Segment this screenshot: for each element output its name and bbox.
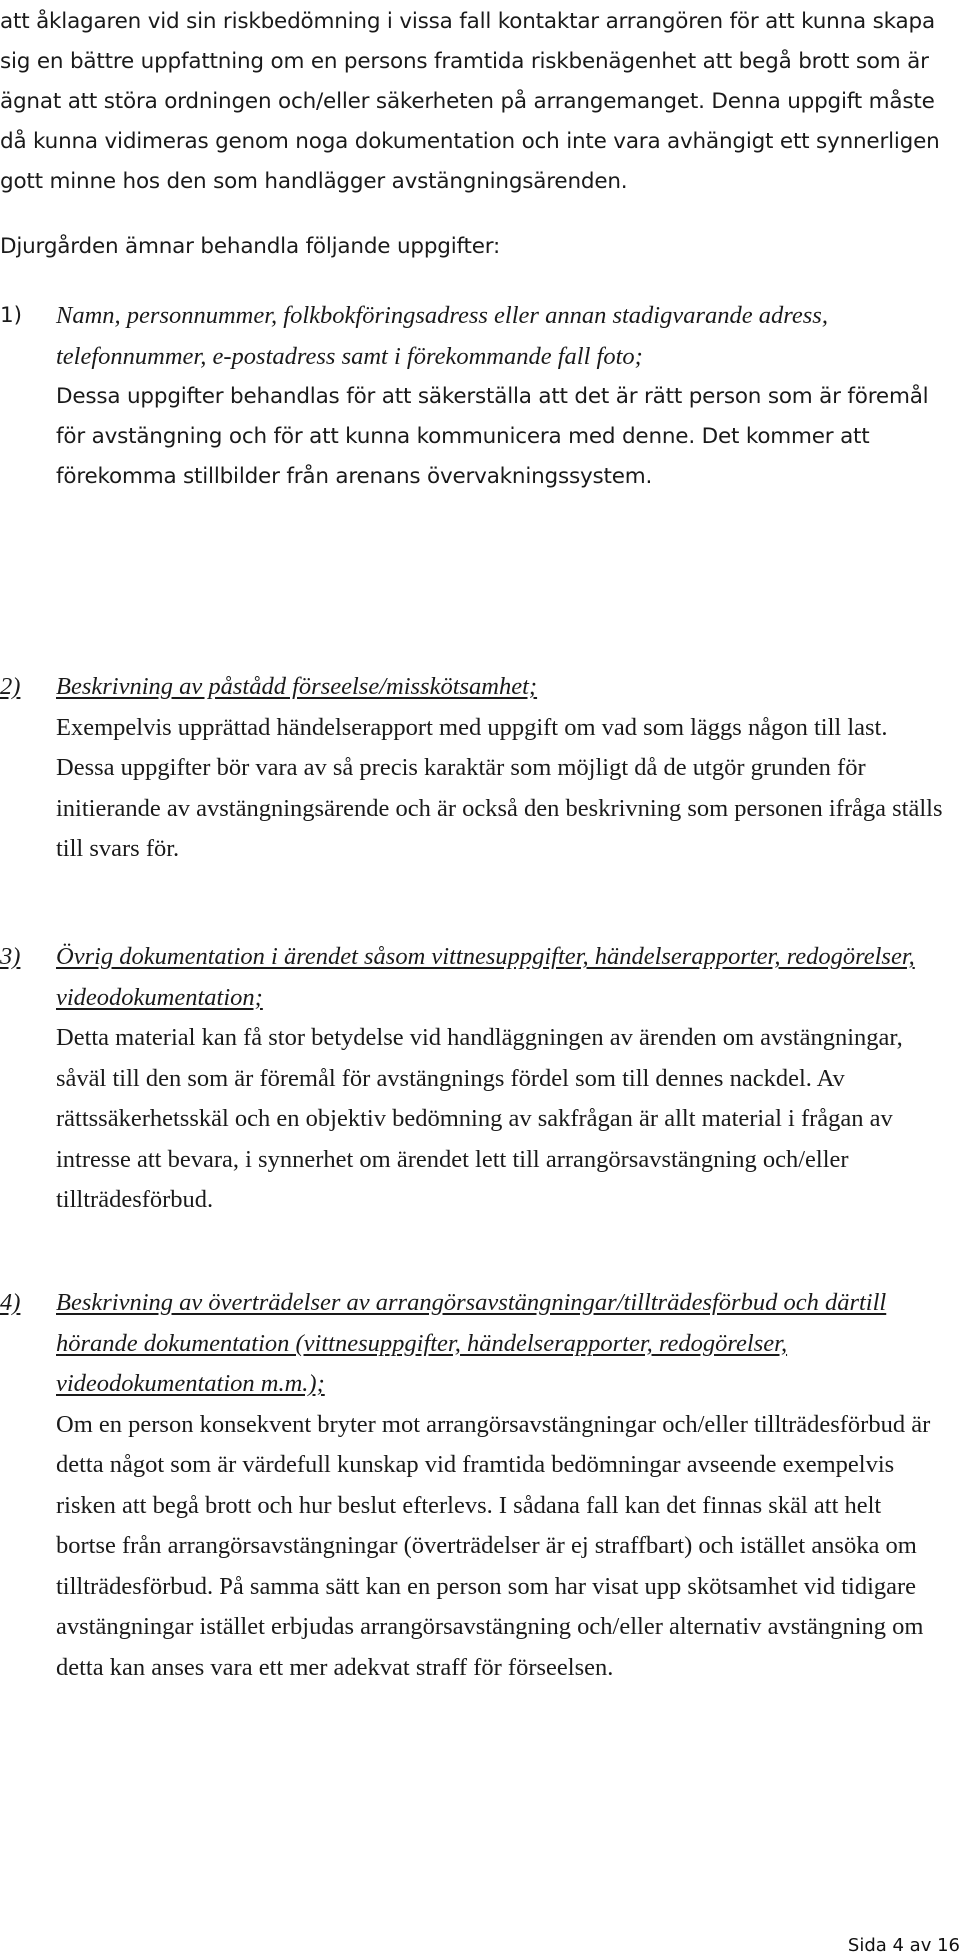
list-item-number: 1) xyxy=(0,303,23,328)
list-item-heading: Namn, personnummer, folkbokföringsadress eller annan stadigvarande adress, telefonnummer, e-postadress samt i förekommande fall foto; xyxy=(56,302,828,370)
list-item-number: 4) xyxy=(0,1289,21,1316)
intro-paragraph: att åklagaren vid sin riskbedömning i vissa fall kontaktar arrangören för att kunna skapa sig en bättre uppfattning om en persons framtida riskbenägenhet att begå brott som är ägnat att störa ordningen och/eller säkerheten på arrangemanget. Denna uppgift måste då kunna vidimeras genom noga dokumentation och inte vara avhängigt ett synnerligen gott minne hos den som handlägger avstängningsärenden. xyxy=(0,9,940,194)
list-item-description: Detta material kan få stor betydelse vid handläggningen av ärenden om avstängningar, såväl till den som är föremål för avstängnings fördel som till dennes nackdel. Av rättssäkerhetsskäl och en objektiv bedömning av sakfrågan är allt material i frågan av intresse att bevara, i synnerhet om ärendet lett till arrangörsavstängning och/eller tillträdesförbud. xyxy=(56,1024,903,1213)
list-item-heading: Beskrivning av påstådd förseelse/misskötsamhet; xyxy=(56,673,538,700)
list-item-number: 2) xyxy=(0,673,21,700)
list-item-heading: Beskrivning av överträdelser av arrangörsavstängningar/tillträdesförbud och därtill hörande dokumentation (vittnesuppgifter, händelserapporter, redogörelser, videodokumentation m.m.); xyxy=(56,1289,887,1397)
list-item-description: Dessa uppgifter behandlas för att säkerställa att det är rätt person som är föremål för avstängning och för att kunna kommunicera med denne. Det kommer att förekomma stillbilder från arenans övervakningssystem. xyxy=(56,384,929,489)
page-number: Sida 4 av 16 xyxy=(830,1931,960,1960)
list-item-description: Exempelvis upprättad händelserapport med uppgift om vad som läggs någon till last. Dessa uppgifter bör vara av så precis karaktär som möjligt då de utgör grunden för initierande av avstängningsärende och är också den beskrivning som personen ifråga ställs till svars för. xyxy=(56,713,943,862)
list-item-description: Om en person konsekvent bryter mot arrangörsavstängningar och/eller tillträdesförbud är detta något som är värdefull kunskap vid framtida bedömningar avseende exempelvis risken att begå brott och hur beslut efterlevs. I sådana fall kan det finnas skäl att helt bortse från arrangörsavstängningar (överträdelser är ej straffbart) och istället ansöka om tillträdesförbud. På samma sätt kan en person som har visat upp skötsamhet vid tidigare avstängningar istället erbjudas arrangörsavstängning och/eller alternativ avstängning om detta kan anses vara ett mer adekvat straff för förseelsen. xyxy=(56,1410,931,1681)
list-item-heading: Övrig dokumentation i ärendet såsom vittnesuppgifter, händelserapporter, redogörelser, videodokumentation; xyxy=(56,943,915,1011)
list-item-number: 3) xyxy=(0,943,21,970)
lead-sentence: Djurgården ämnar behandla följande uppgifter: xyxy=(0,234,501,259)
